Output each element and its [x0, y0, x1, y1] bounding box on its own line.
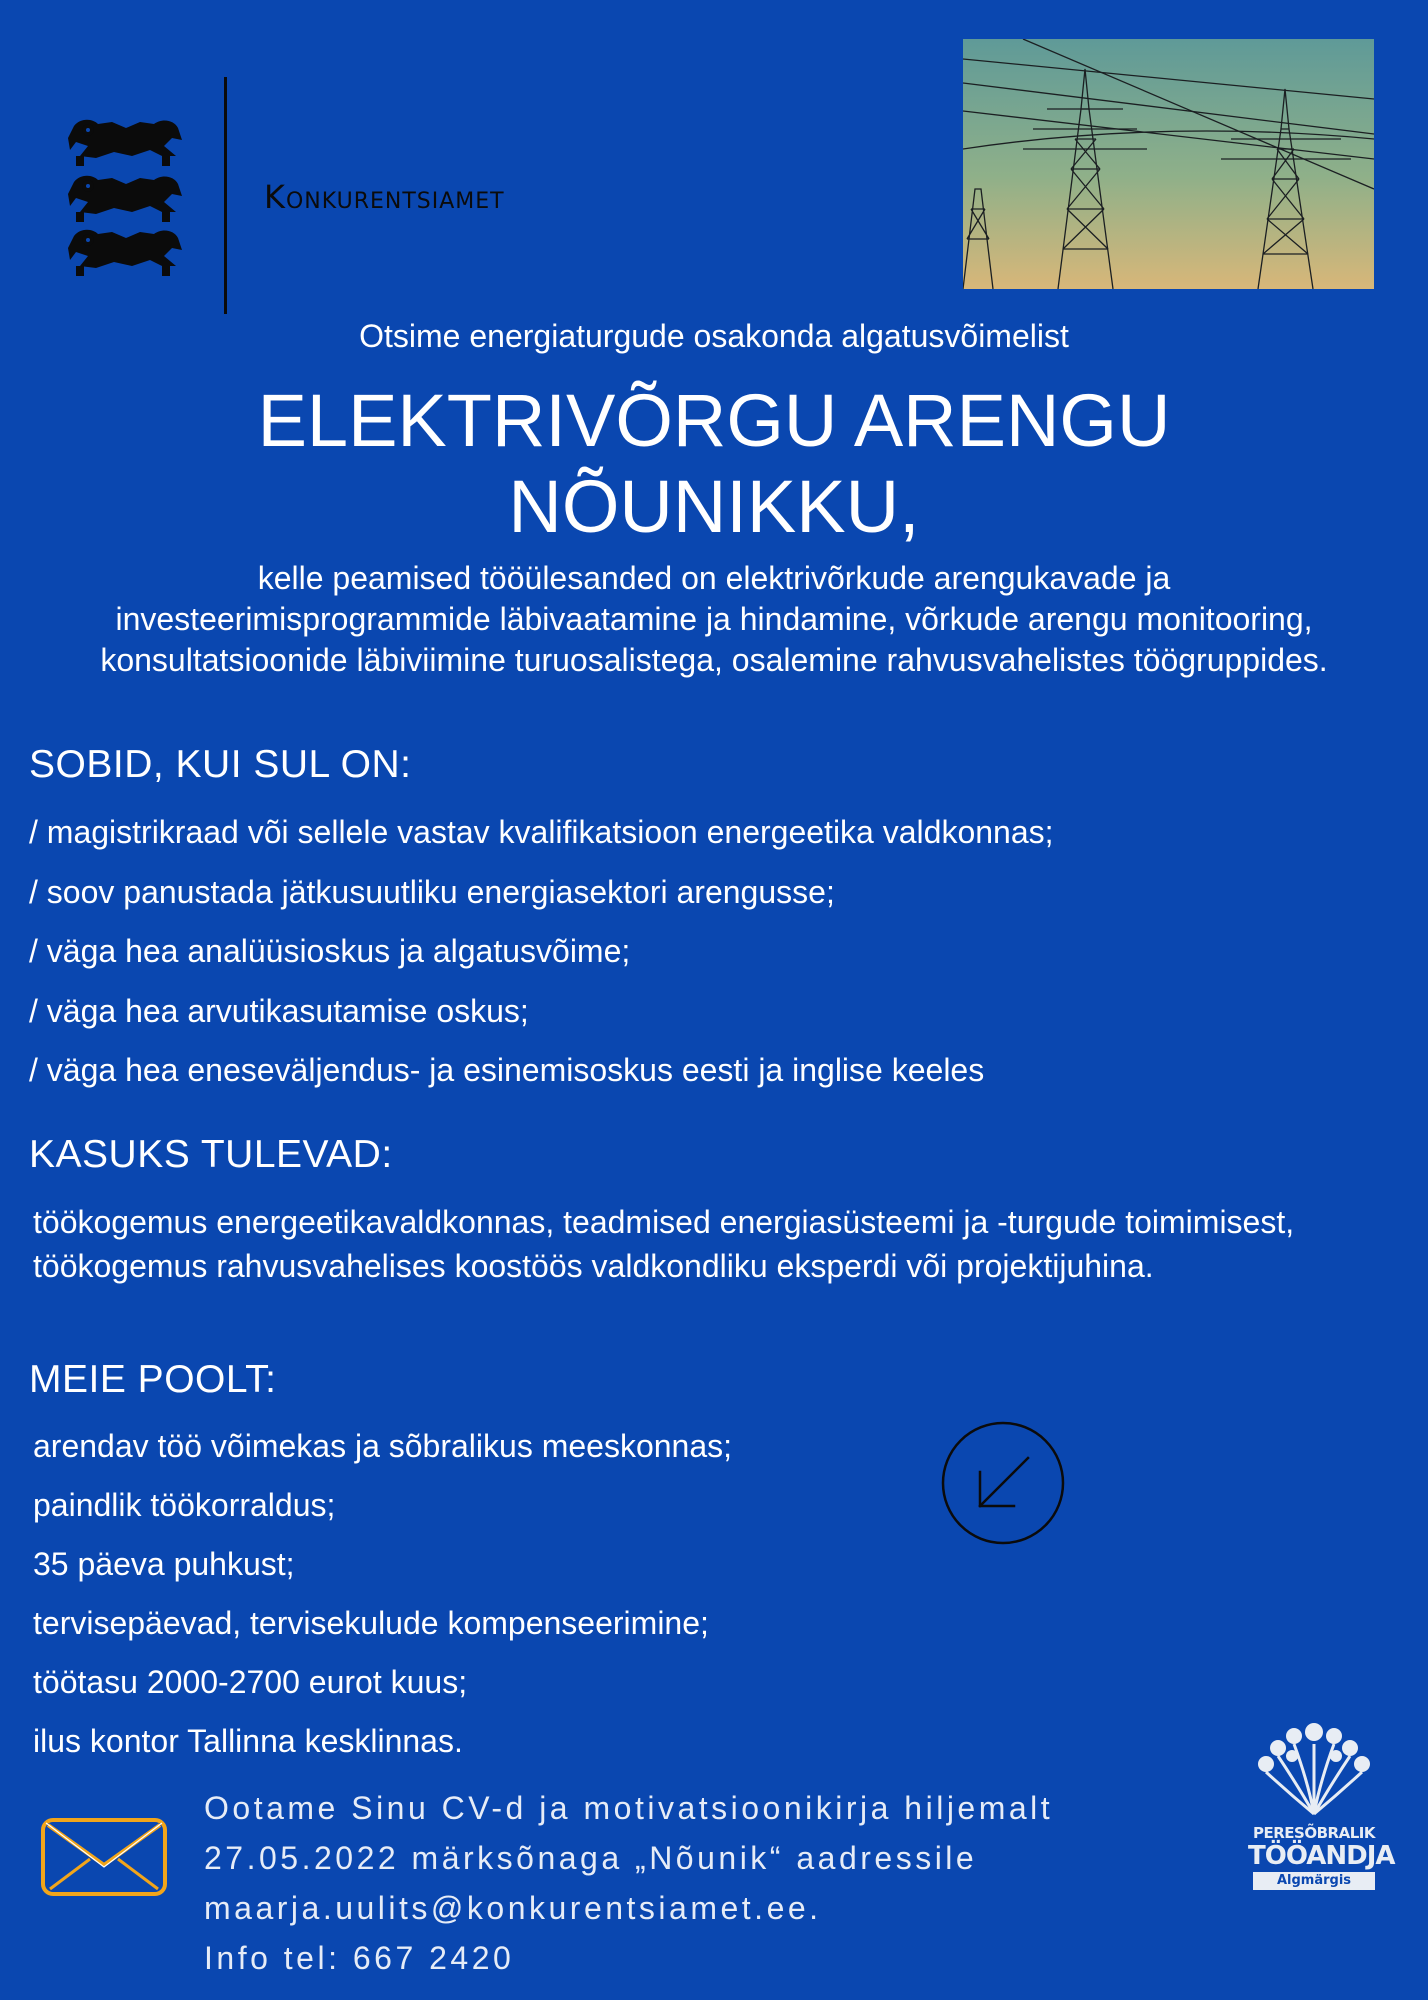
- list-item: / väga hea arvutikasutamise oskus;: [29, 992, 529, 1029]
- estonian-coat-of-arms-icon: [66, 116, 186, 278]
- offer-list: [33, 1426, 732, 1780]
- logo-divider: [224, 77, 227, 314]
- list-item: / väga hea analüüsioskus ja algatusvõime;: [29, 933, 631, 969]
- badge-line-1: PERESÕBRALIK: [1253, 1824, 1375, 1842]
- list-item: 35 päeva puhkust;: [33, 1546, 295, 1582]
- contact-line-2: 27.05.2022 märksõnaga „Nõunik“ aadressile: [204, 1840, 978, 1876]
- organization-name: Konkurentsiamet: [264, 178, 505, 216]
- advantages-heading: KASUKS TULEVAD:: [29, 1133, 393, 1176]
- badge-label: Algmärgis: [1253, 1872, 1375, 1890]
- family-friendly-employer-badge: [1248, 1722, 1395, 1912]
- list-item: arendav töö võimekas ja sõbralikus meeskonnas;: [33, 1428, 733, 1464]
- badge-line-2: TÖÖANDJA: [1248, 1841, 1395, 1871]
- list-item: / soov panustada jätkusuutliku energiasektori arengusse;: [29, 873, 835, 910]
- contact-phone: Info tel: 667 2420: [204, 1940, 515, 1976]
- job-title-line-2: NÕUNIKKU,: [508, 465, 920, 548]
- contact-email[interactable]: maarja.uulits@konkurentsiamet.ee.: [204, 1890, 822, 1926]
- envelope-icon: [40, 1817, 168, 1897]
- list-item: / magistrikraad või sellele vastav kvalifikatsioon energeetika valdkonnas;: [29, 814, 1054, 850]
- requirements-list: [29, 812, 1054, 1110]
- job-title: [0, 378, 1428, 550]
- contact-line-1: Ootame Sinu CV-d ja motivatsioonikirja hiljemalt: [204, 1790, 1054, 1826]
- contact-info: [204, 1783, 1053, 1983]
- list-item: töötasu 2000-2700 eurot kuus;: [33, 1664, 468, 1700]
- requirements-heading: SOBID, KUI SUL ON:: [29, 743, 412, 786]
- offer-heading: MEIE POOLT:: [29, 1358, 277, 1401]
- list-item: ilus kontor Tallinna kesklinnas.: [33, 1723, 463, 1759]
- job-description: kelle peamised tööülesanded on elektrivõrkude arengukavade ja investeerimisprogrammide läbivaatamine ja hindamine, võrkude arengu monitooring, konsultatsioonide läbiviimine turuosalistega, osalemine rahvusvahelistes töögruppides.: [100, 560, 1328, 678]
- list-item: tervisepäevad, tervisekulude kompenseerimine;: [33, 1605, 709, 1641]
- intro-text: Otsime energiaturgude osakonda algatusvõimelist: [359, 318, 1069, 354]
- family-tree-icon: [1248, 1722, 1380, 1818]
- list-item: paindlik töökorraldus;: [33, 1487, 336, 1523]
- job-title-line-1: ELEKTRIVÕRGU ARENGU: [257, 379, 1171, 462]
- list-item: / väga hea eneseväljendus- ja esinemisoskus eesti ja inglise keeles: [29, 1052, 985, 1088]
- power-lines-photo: [963, 39, 1374, 289]
- advantages-text: töökogemus energeetikavaldkonnas, teadmised energiasüsteemi ja -turgude toimimisest, töökogemus rahvusvahelises koostöös valdkondliku eksperdi või projektijuhina.: [33, 1204, 1295, 1284]
- arrow-down-left-circle-icon: [940, 1420, 1066, 1546]
